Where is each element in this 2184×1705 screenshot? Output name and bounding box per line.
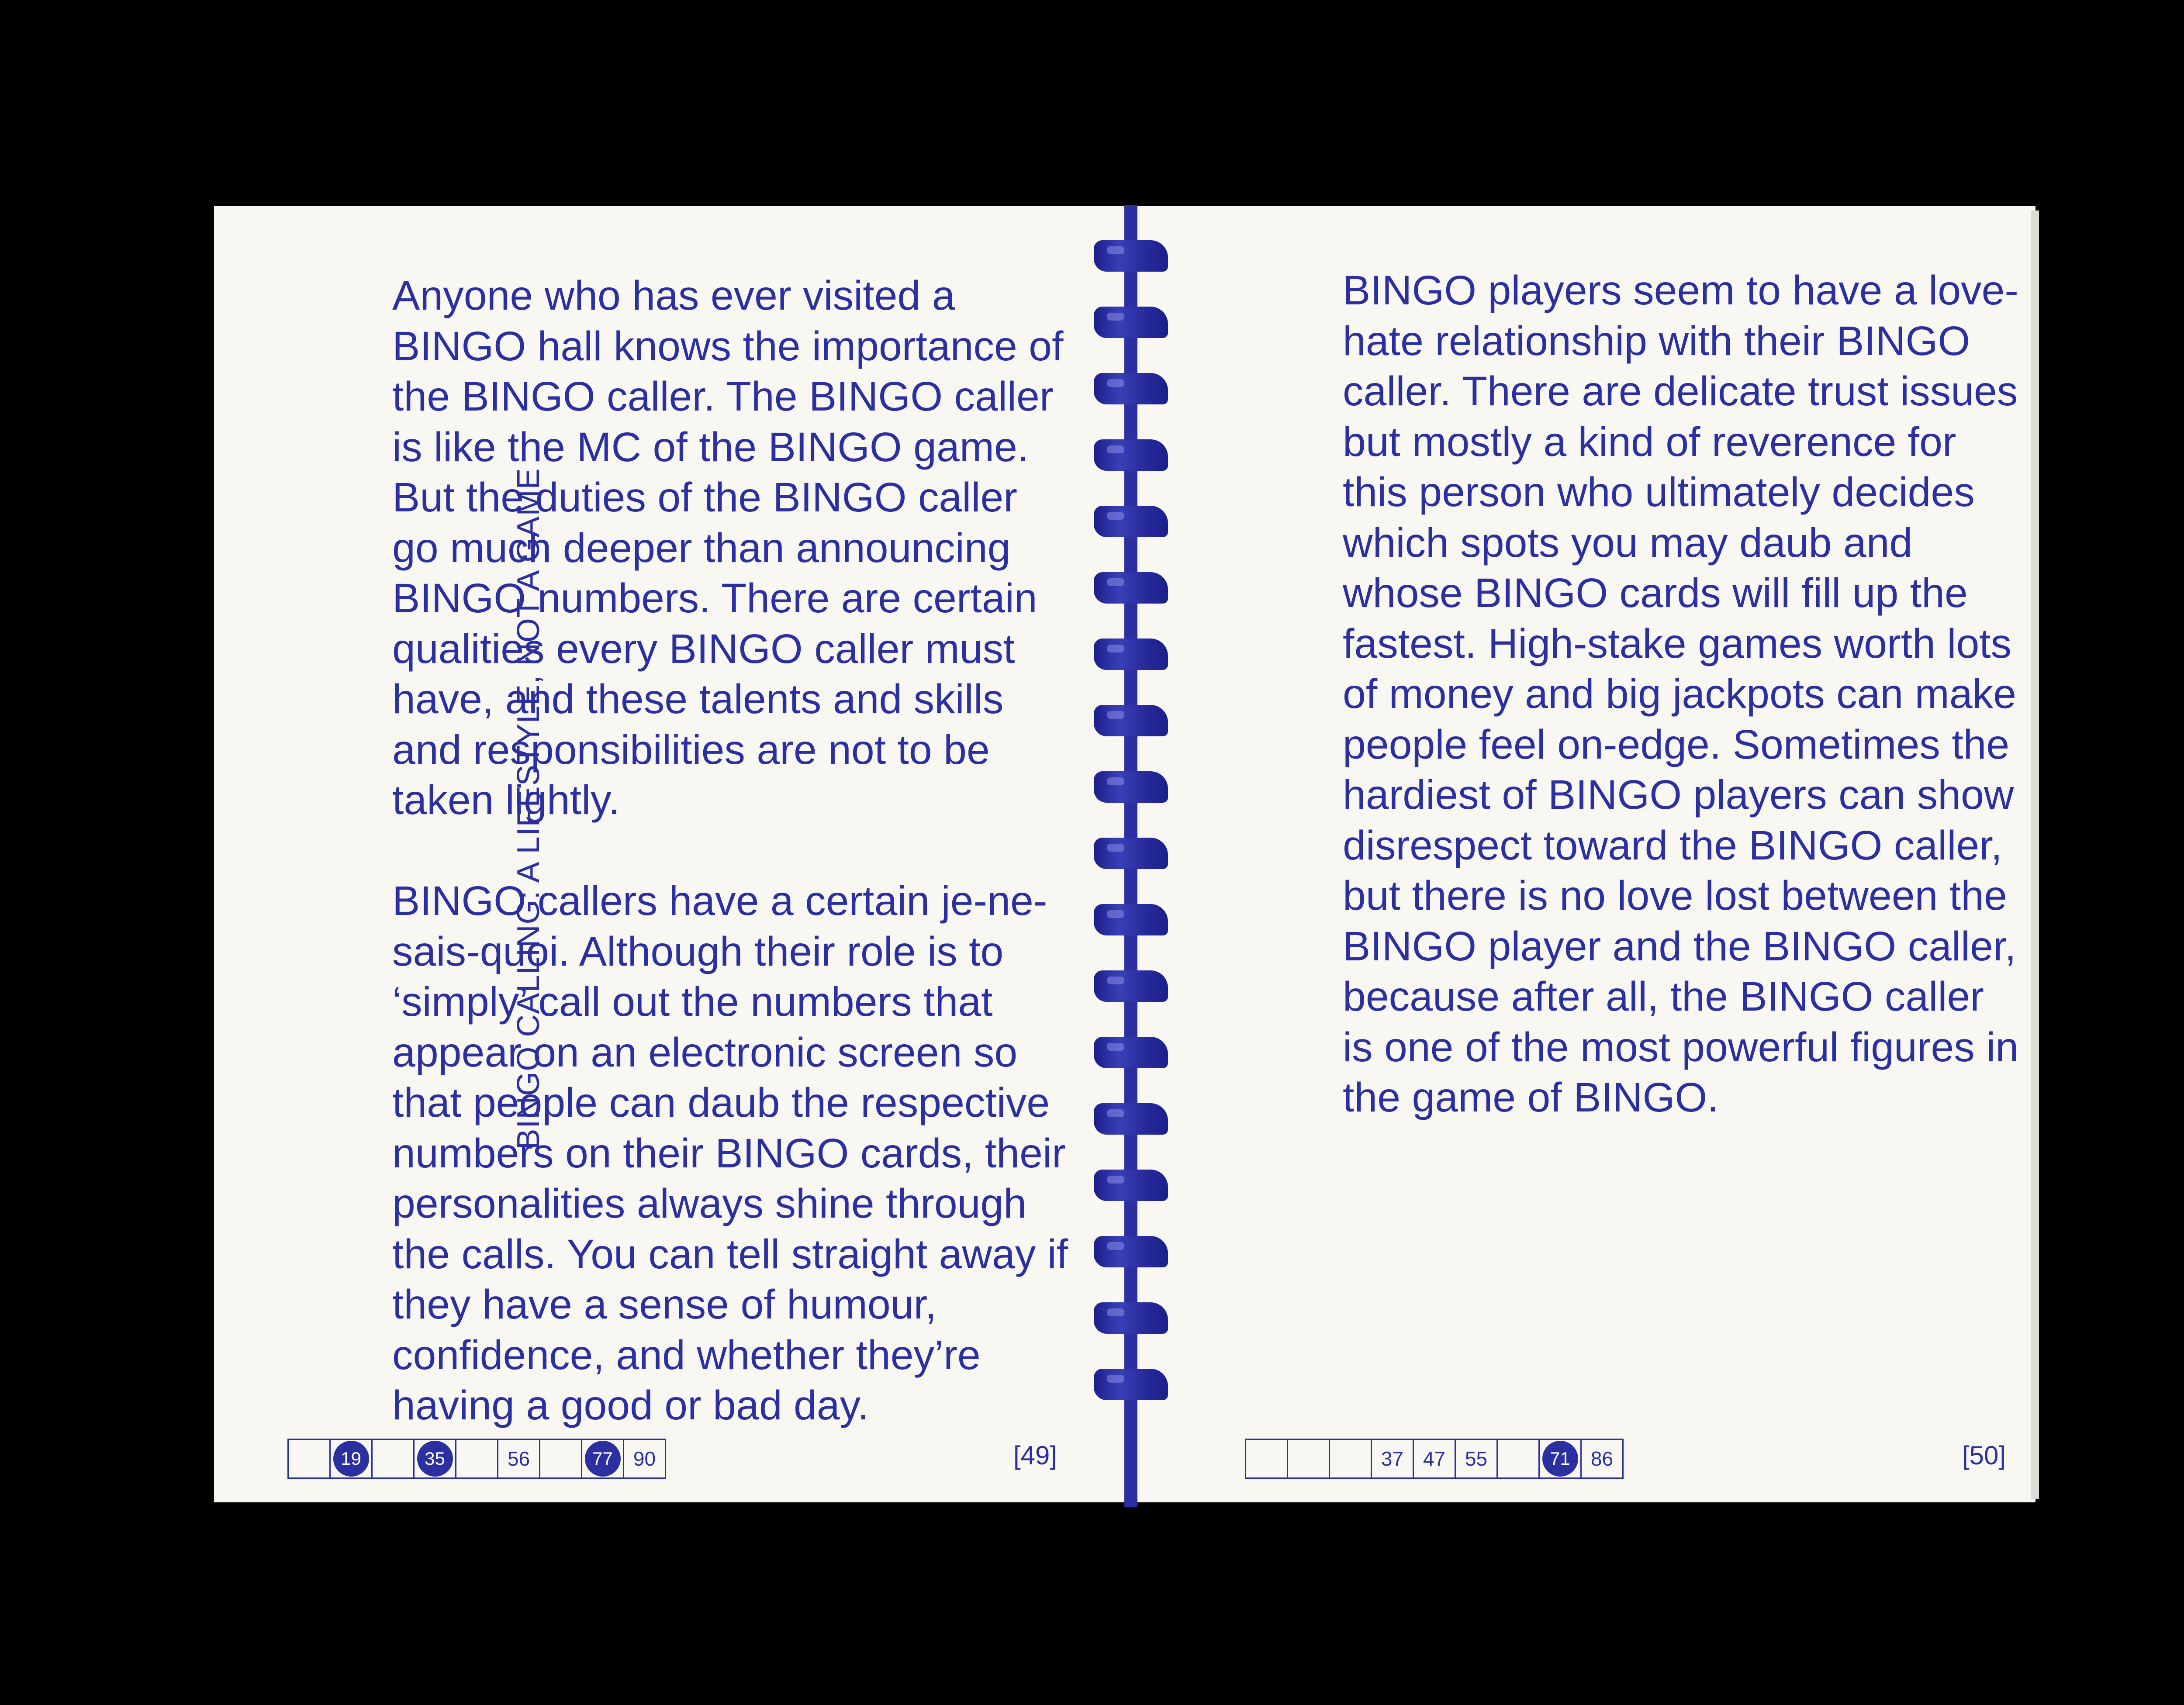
cell-number: 71 [1542, 1441, 1578, 1477]
coil-highlight [1107, 1308, 1124, 1316]
coil-highlight [1107, 977, 1124, 984]
coil-highlight [1107, 1242, 1124, 1250]
coil-highlight [1107, 1176, 1124, 1184]
coil-highlight [1107, 1043, 1124, 1051]
coil-highlight [1107, 711, 1124, 719]
coil-highlight [1107, 313, 1124, 321]
daubed-number-cell [581, 1439, 623, 1479]
spiral-coil [1094, 970, 1168, 1002]
coil-loop [1094, 1170, 1168, 1201]
spiral-coil [1094, 705, 1168, 736]
coil-loop [1094, 1236, 1168, 1267]
coil-loop [1094, 1369, 1168, 1400]
spiral-coil [1094, 771, 1168, 803]
spiral-coil [1094, 1302, 1168, 1334]
paragraph: Anyone who has ever visited a BINGO hall knows the importance of the BINGO caller. The BINGO caller is like the MC of the BINGO game. But the duties of the BINGO caller go much deeper than announcing BINGO numbers. There are certain qualities every BINGO caller must have, and these talents and skills and responsibilities are not to be taken lightly. [392, 273, 1064, 823]
coil-loop [1094, 439, 1168, 471]
coil-highlight [1107, 645, 1124, 652]
cell-number: 56 [507, 1447, 530, 1470]
coil-loop [1094, 639, 1168, 670]
coil-highlight [1107, 777, 1124, 785]
page-number: [50] [1962, 1441, 2006, 1470]
coil-loop [1094, 771, 1168, 803]
page-number: [49] [1013, 1441, 1057, 1470]
spiral-coil [1094, 373, 1168, 404]
running-title: BINGO CALLING: A LIFESTYLE, NOT A GAME [511, 468, 546, 1150]
cell-number: 37 [1381, 1447, 1404, 1470]
number-cell [497, 1439, 539, 1479]
coil-loop [1094, 904, 1168, 935]
spiral-coil [1094, 1369, 1168, 1400]
spiral-coil [1094, 506, 1168, 537]
spiral-coil [1094, 1037, 1168, 1068]
empty-cell [539, 1439, 581, 1479]
coil-highlight [1107, 578, 1124, 586]
page-edge [2031, 211, 2039, 1499]
spiral-coil [1094, 240, 1168, 272]
cell-number: 55 [1465, 1447, 1488, 1470]
coil-loop [1094, 705, 1168, 736]
spiral-coil [1094, 1103, 1168, 1135]
daubed-number-cell [1538, 1439, 1580, 1479]
cell-number: 19 [333, 1441, 369, 1477]
coil-loop [1094, 373, 1168, 404]
coil-highlight [1107, 379, 1124, 387]
coil-highlight [1107, 246, 1124, 254]
number-cell [1455, 1439, 1496, 1479]
spiral-binding [1086, 205, 1178, 1507]
spiral-coil [1094, 904, 1168, 935]
spiral-coil [1094, 1170, 1168, 1201]
coil-loop [1094, 1037, 1168, 1068]
spiral-coil [1094, 572, 1168, 604]
number-cell [1413, 1439, 1455, 1479]
paragraph: BINGO players seem to have a love-hate relationship with their BINGO caller. There are delicate trust issues but mostly a kind of reverence for this person who ultimately decides which spots you may daub and whose BINGO cards will fill up the fastest. High-stake games worth lots of money and big jackpots can make people feel on-edge. Sometimes the hardiest of BINGO players can show disrespect toward the BINGO caller, but there is no love lost between the BINGO player and the BINGO caller, because after all, the BINGO caller is one of the most powerful figures in the game of BINGO. [1343, 267, 2019, 1121]
bingo-card-strip [287, 1439, 666, 1478]
coil-loop [1094, 1302, 1168, 1334]
coil-highlight [1107, 844, 1124, 852]
cell-number: 47 [1423, 1447, 1446, 1470]
coil-loop [1094, 1103, 1168, 1135]
left-body-text [392, 271, 1074, 1431]
empty-cell [1287, 1439, 1329, 1479]
empty-cell [455, 1439, 497, 1479]
bingo-card-strip [1245, 1439, 1624, 1478]
empty-cell [1496, 1439, 1538, 1479]
paragraph: BINGO callers have a certain je-ne-sais-quoi. Although their role is to ‘simply’ call out the numbers that appear on an electronic screen so that people can daub the respective numbers on their BINGO cards, their personalities always shine through the calls. You can tell straight away if they have a sense of humour, confidence, and whether they’re having a good or bad day. [392, 878, 1068, 1429]
coil-highlight [1107, 910, 1124, 918]
right-body-text [1343, 266, 2024, 1123]
coil-loop [1094, 970, 1168, 1002]
coil-highlight [1107, 512, 1124, 520]
number-cell [623, 1439, 666, 1479]
number-cell [1371, 1439, 1413, 1479]
spiral-coil [1094, 1236, 1168, 1267]
coil-highlight [1107, 1109, 1124, 1117]
left-page [214, 206, 1109, 1502]
cell-number: 77 [585, 1441, 621, 1477]
daubed-number-cell [329, 1439, 371, 1479]
spiral-coil [1094, 439, 1168, 471]
cell-number: 86 [1590, 1447, 1614, 1470]
daubed-number-cell [413, 1439, 455, 1479]
empty-cell [371, 1439, 413, 1479]
spiral-coil [1094, 639, 1168, 670]
empty-cell [287, 1439, 329, 1479]
cell-number: 90 [633, 1447, 656, 1470]
coil-loop [1094, 572, 1168, 604]
coil-highlight [1107, 1375, 1124, 1383]
spiral-coil [1094, 307, 1168, 338]
right-page [1140, 206, 2035, 1502]
coil-loop [1094, 506, 1168, 537]
coil-loop [1094, 838, 1168, 869]
coil-loop [1094, 307, 1168, 338]
coil-loop [1094, 240, 1168, 272]
empty-cell [1245, 1439, 1287, 1479]
spiral-coil [1094, 838, 1168, 869]
number-cell [1580, 1439, 1624, 1479]
coil-highlight [1107, 445, 1124, 453]
cell-number: 35 [417, 1441, 453, 1477]
empty-cell [1329, 1439, 1371, 1479]
